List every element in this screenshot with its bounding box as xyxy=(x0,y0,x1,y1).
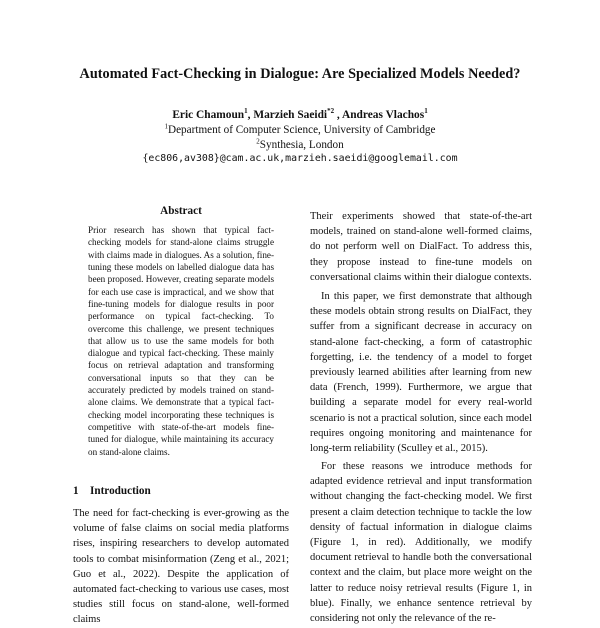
author-affiliation-mark: *2 xyxy=(327,107,335,116)
author-name: Eric Chamoun xyxy=(172,109,245,121)
affiliation-mark: 1 xyxy=(164,122,168,131)
body-paragraph xyxy=(310,289,532,456)
author-name: Marzieh Saeidi xyxy=(253,109,328,121)
affiliation xyxy=(0,124,600,136)
abstract-paragraph: Prior research has shown that typical fact-checking models for stand-alone claims struggle with claims made in dialogues. As a solution, fine-tuning these models on labelled dialogue data has been proposed. However, creating separate models for each use case is impractical, and we show that fine-tuning models for dialogue results in poor performance on typical fact-checking. To overcome this challenge, we present techniques that allow us to use the same models for both dialogue and typical fact-checking. These mainly focus on retrieval adaptation and transforming conversational inputs so that they can be accurately predicted by models trained on stand-alone claims. We demonstrate that a typical fact-checking model incorporating these techniques is competitive with state-of-the-art models fine-tuned for dialogue, while maintaining its accuracy on stand-alone claims. xyxy=(88,225,274,457)
body-paragraph xyxy=(310,209,532,285)
author-email: {ec806,av308}@cam.ac.uk,marzieh.saeidi@googlemail.com xyxy=(142,153,458,164)
introduction-paragraph: The need for fact-checking is ever-growing as the volume of false claims on social media platforms rises, inspiring researchers to develop automated tools to combat misinformation (Zeng et al., 2021; Guo et al., 2022). Despite the application of automated fact-checking to various use cases, most studies still focus on stand-alone, well-formed claims xyxy=(73,508,289,626)
section-heading xyxy=(73,485,289,497)
author-list: Eric Chamoun$^1$, Marzieh Saeidi$^{*2}$ , Andreas Vlachos$^1$ xyxy=(172,107,428,121)
paragraph-text: For these reasons we introduce methods for adapted evidence retrieval and input transformation without changing the fact-checking model. We first present a claim detection technique to tackle the low density of factual information in dialogue claims (Figure 1, in red). Additionally, we modify document retrieval to handle both the conversational context and the claim, but place more weight on the latter to reduce noisy retrieval results (Figure 1, in blue). Finally, we enhance sentence retrieval by considering not only the relevance of the re- xyxy=(310,461,532,625)
abstract-text xyxy=(88,224,274,458)
body-paragraph xyxy=(310,459,532,626)
section-number: 1 xyxy=(73,485,79,497)
paragraph-text: Their experiments showed that state-of-the-art models, trained on stand-alone well-formed claims, do not perform well on DialFact. To address this, they propose instead to fine-tune models on conversational claims within their dialogue contexts. xyxy=(310,211,532,283)
section-title: Introduction xyxy=(90,485,151,497)
paragraph-text: In this paper, we first demonstrate that although these models obtain strong results on DialFact, they suffer from a significant decrease in accuracy on stand-alone fact-checking, a form of catastrophic forgetting, i.e. the tendency of a model to forget previously learned abilities after learning from new data (French, 1999). Furthermore, we argue that building a separate model for every real-world scenario is not a practical solution, since each model requires ongoing monitoring and maintenance for long-term reliability (Sculley et al., 2015). xyxy=(310,291,532,455)
affiliation-mark: 2 xyxy=(256,137,260,146)
author-affiliation-mark: 1 xyxy=(244,107,248,116)
paper-title: Automated Fact-Checking in Dialogue: Are Specialized Models Needed? xyxy=(79,66,521,82)
affiliation xyxy=(0,139,600,151)
author-affiliation-mark: 1 xyxy=(424,107,428,116)
affiliation-text: Department of Computer Science, University of Cambridge xyxy=(168,124,436,136)
affiliation-text: Synthesia, London xyxy=(259,139,344,151)
abstract-heading: Abstract xyxy=(160,205,202,217)
author-name: Andreas Vlachos xyxy=(342,109,425,121)
